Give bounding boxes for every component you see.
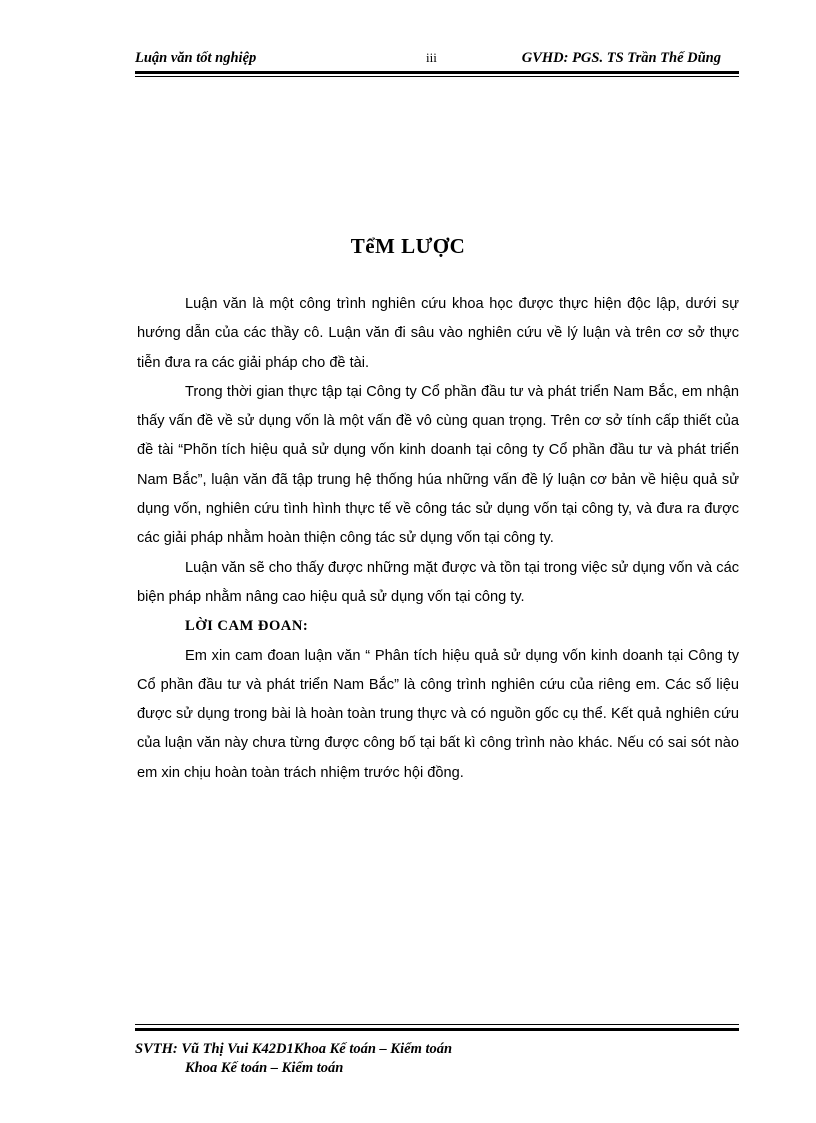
page-footer <box>135 1040 739 1078</box>
header-page-number: iii <box>426 50 437 65</box>
page-header <box>135 48 721 70</box>
declaration-paragraph: Em xin cam đoan luận văn “ Phân tích hiệu quả sử dụng vốn kinh doanh tại Công ty Cổ phần đầu tư và phát triển Nam Bắc” là công trình nghiên cứu của riêng em. Các số liệu được sử dụng trong bài là hoàn toàn trung thực và có nguồn gốc cụ thể. Kết quả nghiên cứu của luận văn này chưa từng được công bố tại bất kì công trình nào khác. Nếu có sai sót nào em xin chịu hoàn toàn trách nhiệm trước hội đồng. <box>137 647 739 781</box>
header-thesis-label: Luận văn tốt nghiệp <box>135 50 257 66</box>
summary-paragraph-1: Luận văn là một công trình nghiên cứu khoa học được thực hiện độc lập, dưới sự hướng dẫn của các thầy cô. Luận văn đi sâu vào nghiên cứu về lý luận và trên cơ sở thực tiễn đưa ra các giải pháp cho đề tài. <box>137 296 739 371</box>
page-title: TểM LƯỢC <box>350 234 466 258</box>
summary-paragraph-3: Luận văn sẽ cho thấy được những mặt được và tồn tại trong việc sử dụng vốn và các biện pháp nhằm nâng cao hiệu quả sử dụng vốn tại công ty. <box>137 559 739 605</box>
header-rule-thin <box>135 76 739 77</box>
footer-rule-thick <box>135 1028 739 1031</box>
section-heading: LỜI CAM ĐOAN: <box>185 618 309 635</box>
header-rule-thick <box>135 71 739 74</box>
footer-rule-thin <box>135 1024 739 1025</box>
footer-student-line: SVTH: Vũ Thị Vui K42D1Khoa Kế toán – Kiểm toán <box>135 1041 453 1057</box>
header-advisor: GVHD: PGS. TS Trần Thế Dũng <box>521 50 721 66</box>
document-body <box>137 290 739 788</box>
footer-faculty-line: Khoa Kế toán – Kiểm toán <box>185 1060 344 1076</box>
summary-paragraph-2: Trong thời gian thực tập tại Công ty Cổ phần đầu tư và phát triển Nam Bắc, em nhận thấy vấn đề về sử dụng vốn là một vấn đề vô cùng quan trọng. Trên cơ sở tính cấp thiết của đề tài “Phõn tích hiệu quả sử dụng vốn kinh doanh tại công ty Cổ phần đầu tư và phát triển Nam Bắc”, luận văn đã tập trung hệ thống húa những vấn đề lý luận cơ bản về hiệu quả sử dụng vốn, nghiên cứu tình hình thực tế về công tác sử dụng vốn tại công ty, và đưa ra được các giải pháp nhằm hoàn thiện công tác sử dụng vốn tại công ty. <box>137 383 739 547</box>
